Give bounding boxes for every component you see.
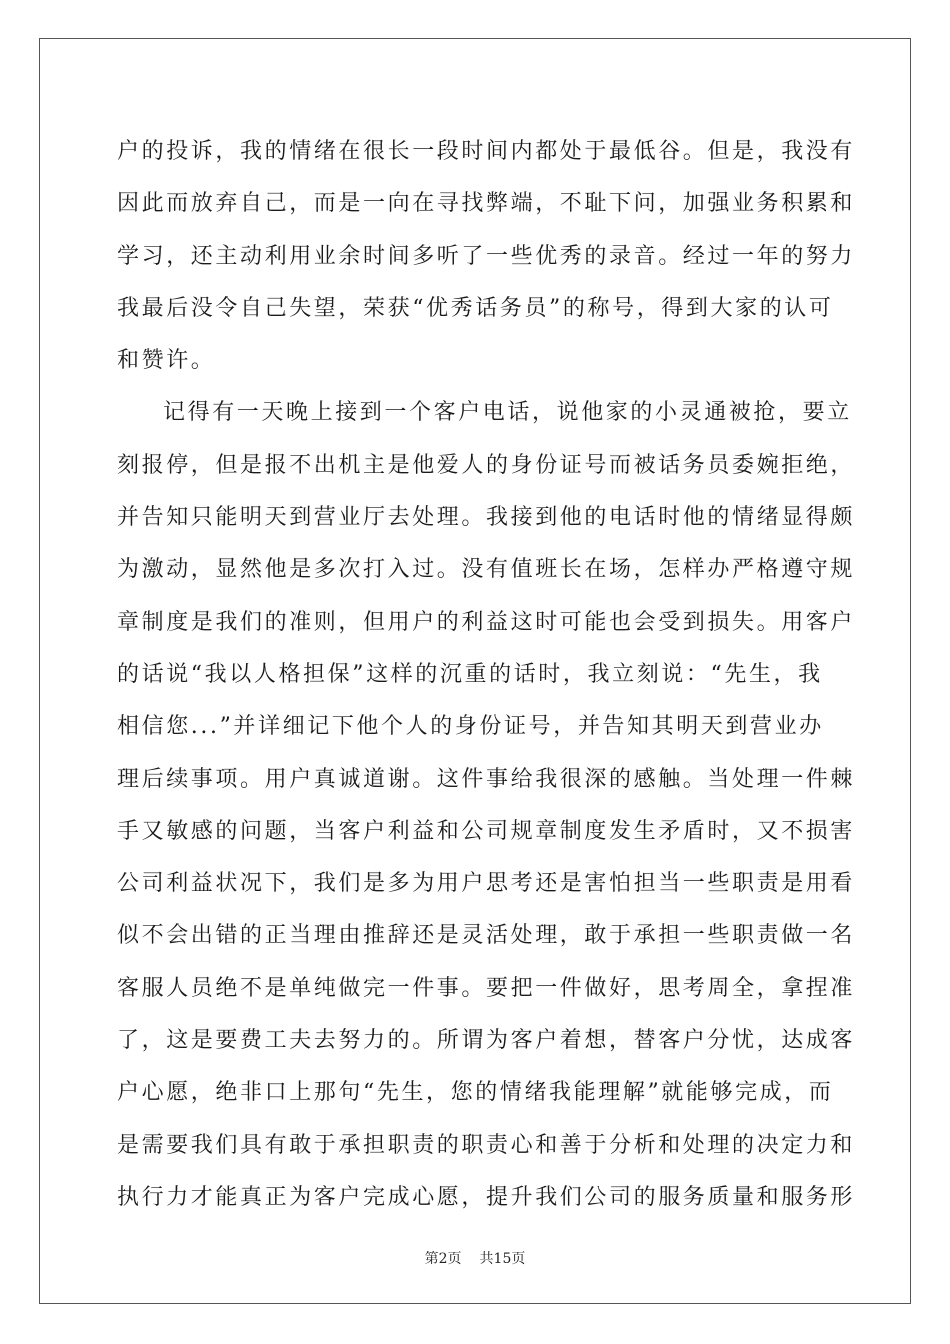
text-line: 执行力才能真正为客户完成心愿，提升我们公司的服务质量和服务形: [117, 1184, 856, 1210]
page-footer: [0, 1248, 950, 1268]
page-number: 第2页: [424, 1251, 462, 1267]
text-line: 公司利益状况下，我们是多为用户思考还是害怕担当一些职责是用看: [117, 871, 856, 897]
text-line: 刻报停，但是报不出机主是他爱人的身份证号而被话务员委婉拒绝，: [117, 452, 856, 478]
text-line: 相信您...”并详细记下他个人的身份证号，并告知其明天到营业办: [117, 714, 824, 740]
text-line: 为激动，显然他是多次打入过。没有值班长在场，怎样办严格遵守规: [117, 557, 856, 583]
text-line: 我最后没令自己失望，荣获“优秀话务员”的称号，得到大家的认可: [117, 295, 834, 321]
document-body: [117, 126, 856, 1224]
page-total: 共15页: [479, 1251, 526, 1267]
text-line: 并告知只能明天到营业厅去处理。我接到他的电话时他的情绪显得颇: [117, 505, 856, 531]
text-line: 理后续事项。用户真诚道谢。这件事给我很深的感触。当处理一件棘: [117, 766, 856, 792]
text-line: 手又敏感的问题，当客户利益和公司规章制度发生矛盾时，又不损害: [117, 818, 856, 844]
text-line: 似不会出错的正当理由推辞还是灵活处理，敢于承担一些职责做一名: [117, 923, 856, 949]
text-line: 学习，还主动利用业余时间多听了一些优秀的录音。经过一年的努力: [117, 243, 856, 269]
text-line: 客服人员绝不是单纯做完一件事。要把一件做好，思考周全，拿捏准: [117, 975, 856, 1001]
text-line: 户的投诉，我的情绪在很长一段时间内都处于最低谷。但是，我没有: [117, 139, 856, 164]
text-line: 户心愿，绝非口上那句“先生，您的情绪我能理解”就能够完成，而: [117, 1080, 834, 1106]
text-line: 是需要我们具有敢于承担职责的职责心和善于分析和处理的决定力和: [117, 1132, 856, 1158]
text-line: 章制度是我们的准则，但用户的利益这时可能也会受到损失。用客户: [117, 609, 856, 635]
paragraph-start-line: 记得有一天晚上接到一个客户电话，说他家的小灵通被抢，要立: [163, 400, 852, 426]
text-line: 的话说“我以人格担保”这样的沉重的话时，我立刻说：“先生，我: [117, 661, 823, 687]
text-line: 因此而放弃自己，而是一向在寻找弊端，不耻下问，加强业务积累和: [117, 191, 856, 217]
text-line: 和赞许。: [117, 348, 216, 374]
text-line: 了，这是要费工夫去努力的。所谓为客户着想，替客户分忧，达成客: [117, 1028, 856, 1054]
